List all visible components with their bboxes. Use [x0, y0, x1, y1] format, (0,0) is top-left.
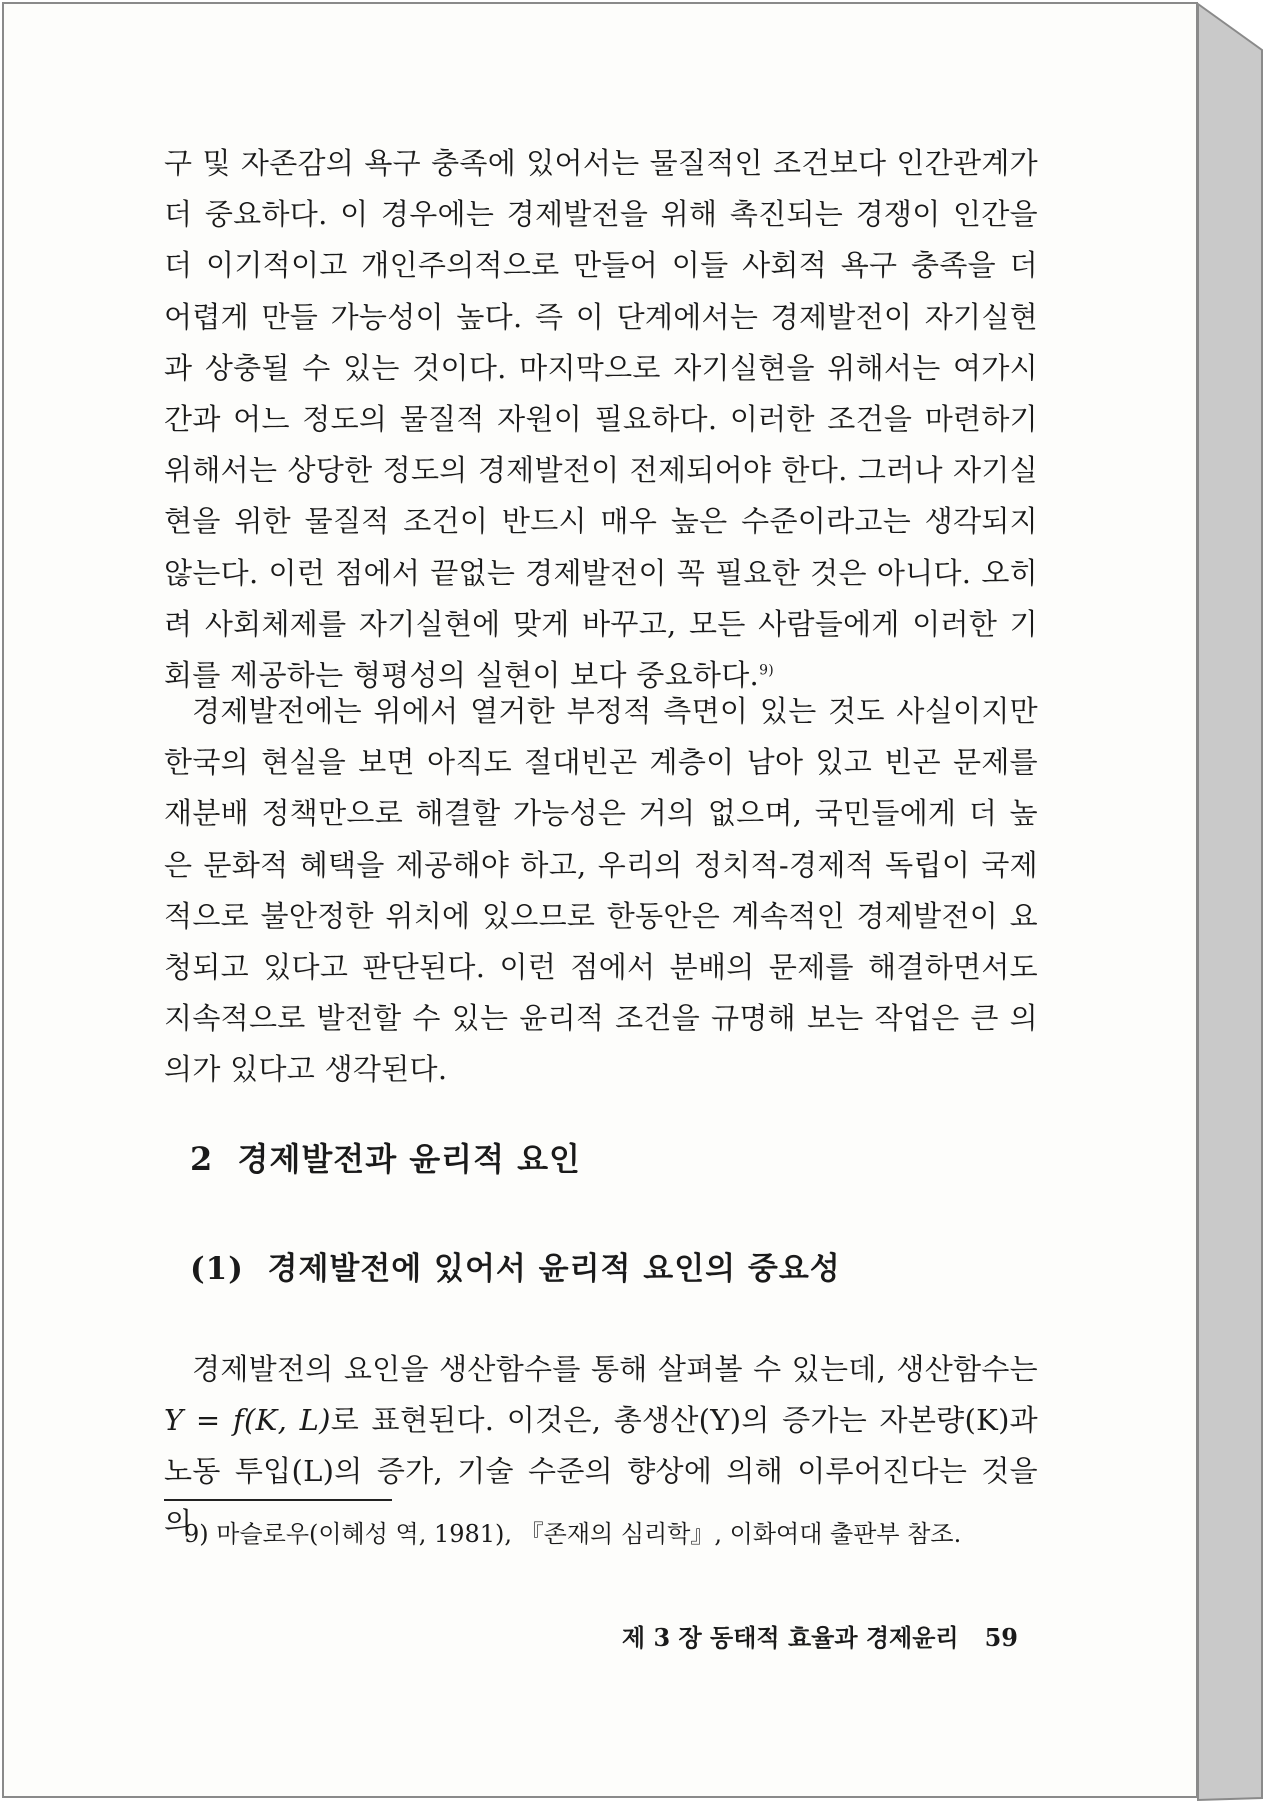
paragraph-1-text: 구 및 자존감의 욕구 충족에 있어서는 물질적인 조건보다 인간관계가 더 중요하다. 이 경우에는 경제발전을 위해 촉진되는 경쟁이 인간을 더 이기적이고 개인주의적으로 만들어 이들 사회적 욕구 충족을 더 어렵게 만들 가능성이 높다. 즉 이 단계에서는 경제발전이 자기실현과 상충될 수 있는 것이다. 마지막으로 자기실현을 위해서는 여가시간과 어느 정도의 물질적 자원이 필요하다. 이러한 조건을 마련하기 위해서는 상당한 정도의 경제발전이 전제되어야 한다. 그러나 자기실현을 위한 물질적 조건이 반드시 매우 높은 수준이라고는 생각되지 않는다. 이런 점에서 끝없는 경제발전이 꼭 필요한 것은 아니다. 오히려 사회체제를 자기실현에 맞게 바꾸고, 모든 사람들에게 이러한 기회를 제공하는 형평성의 실현이 보다 중요하다. — [164, 146, 1038, 693]
footnote: 9) 마슬로우(이혜성 역, 1981), 『존재의 심리학』, 이화여대 출판부 참조. — [184, 1520, 962, 1548]
section-heading — [190, 1134, 581, 1180]
subsection-title: 경제발전에 있어서 윤리적 요인의 중요성 — [267, 1251, 841, 1287]
section-number: 2 — [190, 1140, 214, 1178]
footnote-mark: 9) — [759, 662, 775, 679]
paragraph-2: 경제발전에는 위에서 열거한 부정적 측면이 있는 것도 사실이지만 한국의 현실을 보면 아직도 절대빈곤 계층이 남아 있고 빈곤 문제를 재분배 정책만으로 해결할 가능성은 거의 없으며, 국민들에게 더 높은 문화적 혜택을 제공해야 하고, 우리의 정치적-경제적 독립이 국제적으로 불안정한 위치에 있으므로 한동안은 계속적인 경제발전이 요청되고 있다고 판단된다. 이런 점에서 분배의 문제를 해결하면서도 지속적으로 발전할 수 있는 윤리적 조건을 규명해 보는 작업은 큰 의의가 있다고 생각된다. — [164, 694, 1038, 1087]
subsection-number: (1) — [190, 1251, 244, 1287]
section-title: 경제발전과 윤리적 요인 — [237, 1140, 581, 1178]
paragraph-3-start: 경제발전의 요인을 생산함수를 통해 살펴볼 수 있는데, 생산함수는 — [192, 1352, 1038, 1386]
running-footer — [620, 1618, 1018, 1653]
chapter-title: 제 3 장 동태적 효율과 경제윤리 — [621, 1623, 959, 1652]
paragraph-3-rest: 로 표현된다. 이것은, 총생산(Y)의 증가는 자본량(K)과 노동 투입(L)의 증가, 기술 수준의 향상에 의해 이루어진다는 것을 의 — [164, 1403, 1038, 1540]
paragraph-1 — [164, 138, 1038, 701]
page-number: 59 — [984, 1623, 1018, 1652]
subsection-heading — [190, 1243, 841, 1288]
footnote-divider — [164, 1499, 392, 1501]
book-side-face — [1198, 4, 1262, 1800]
production-function: Y = f(K, L) — [164, 1403, 331, 1438]
